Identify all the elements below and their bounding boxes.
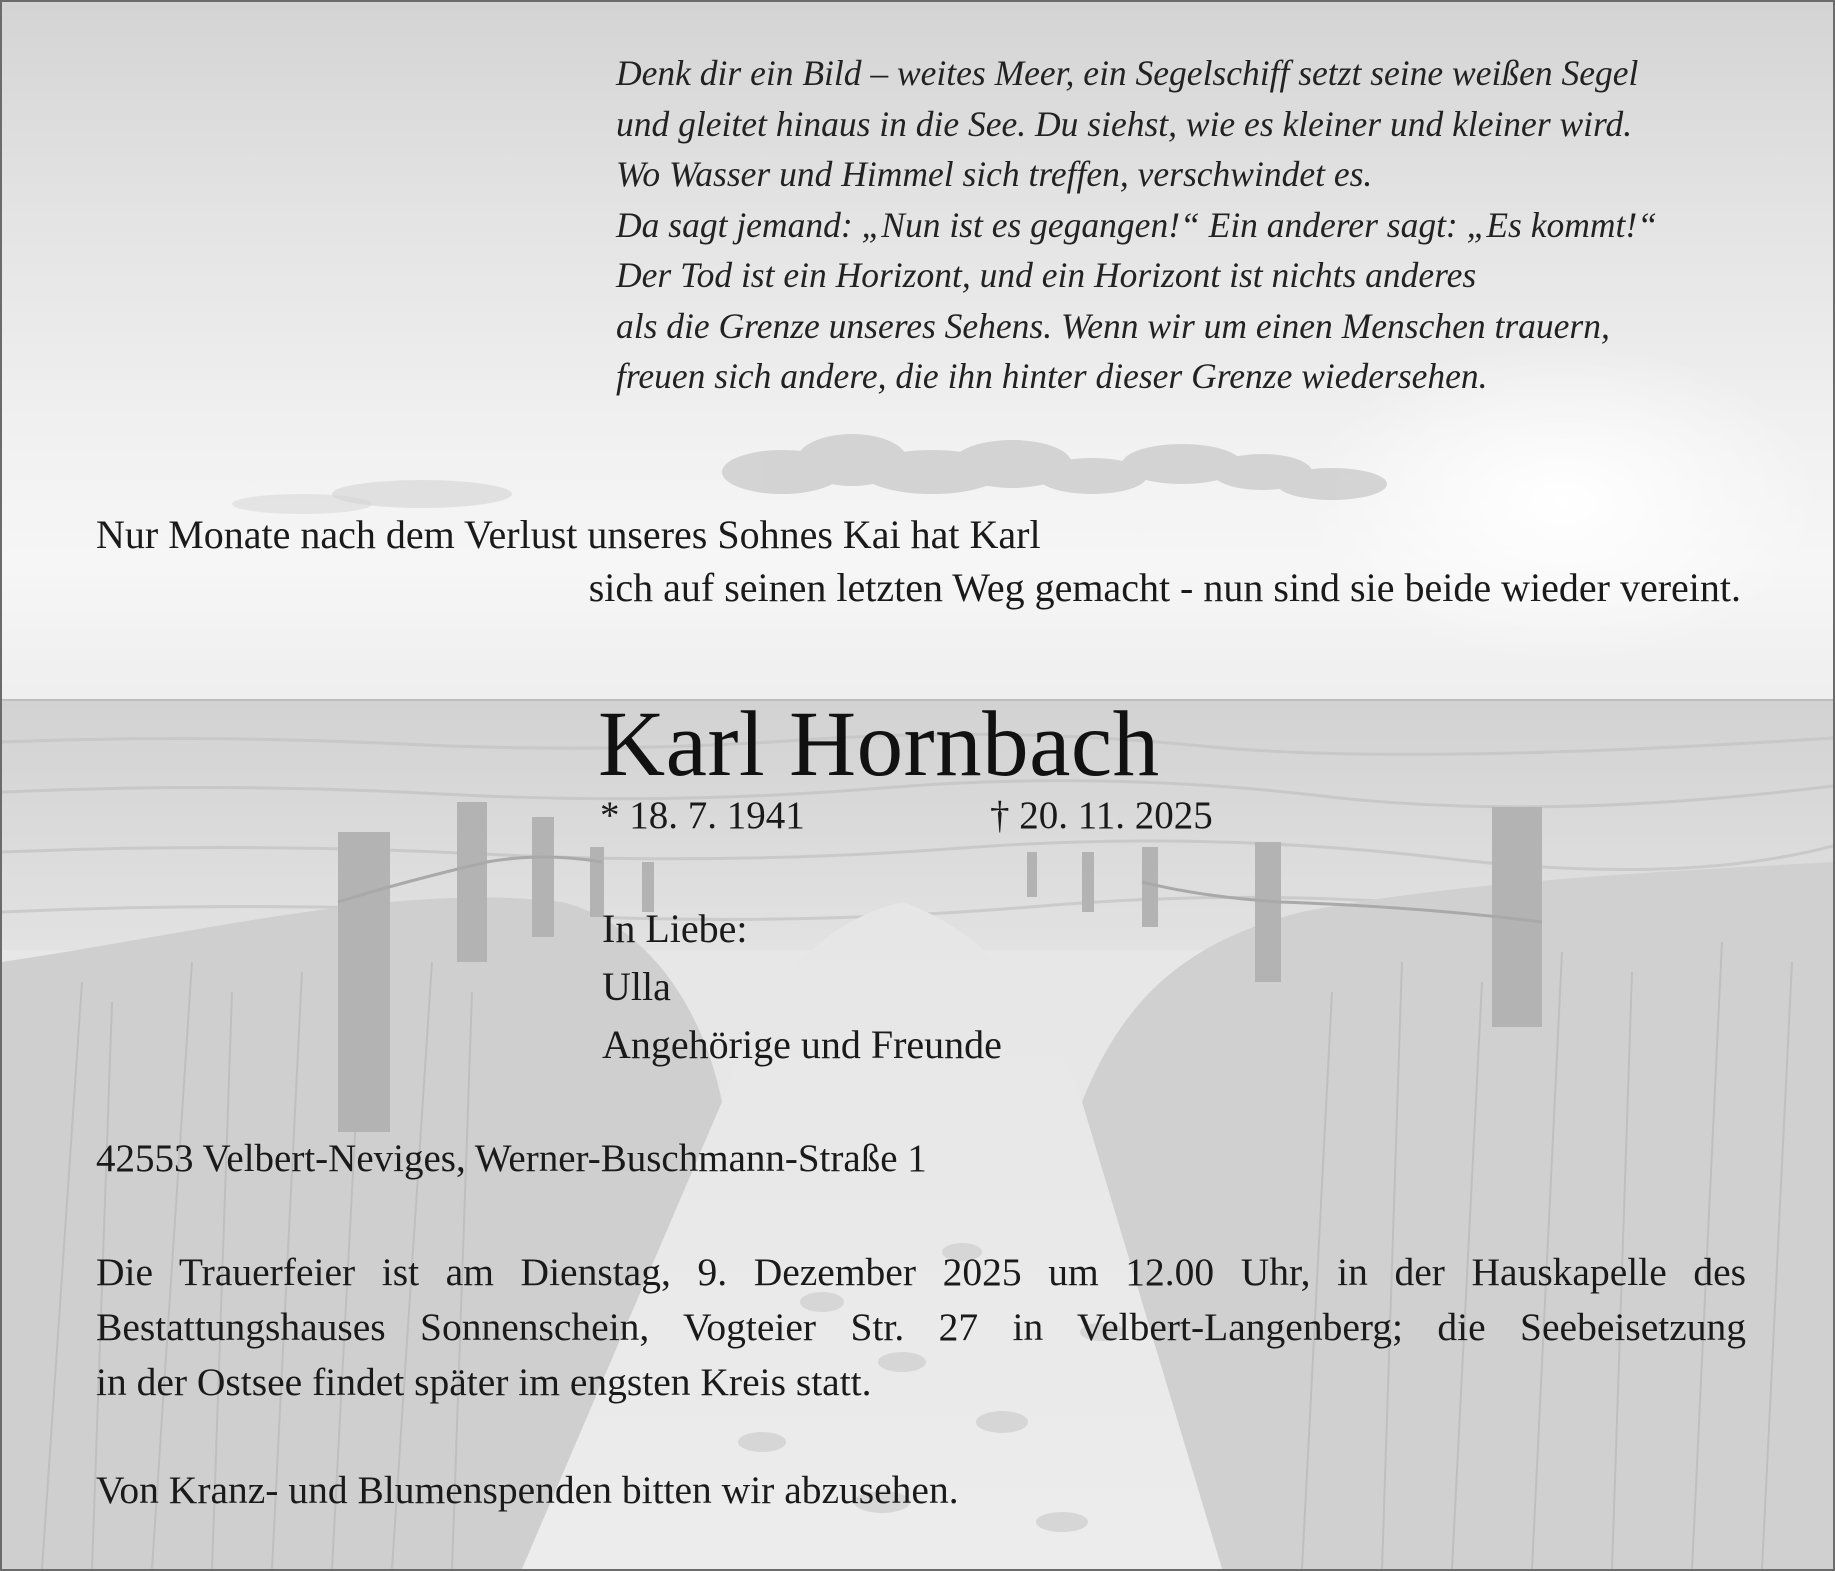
intro-line-1: Nur Monate nach dem Verlust unseres Sohnes Kai hat Karl	[96, 512, 1041, 557]
mourner-name: Angehörige und Freunde	[602, 1022, 1002, 1067]
intro-line-2: sich auf seinen letzten Weg gemacht - nun sind sie beide wieder vereint.	[588, 565, 1741, 610]
poem-line: Der Tod ist ein Horizont, und ein Horizont ist nichts anderes	[616, 255, 1477, 295]
poem-line: Da sagt jemand: „Nun ist es gegangen!“ Ein anderer sagt: „Es kommt!“	[616, 204, 1657, 245]
service-line: in der Ostsee findet später im engsten Kreis statt.	[96, 1360, 872, 1404]
mourners-label: In Liebe:	[602, 906, 748, 951]
mourner-name: Ulla	[602, 964, 671, 1009]
deceased-name: Karl Hornbach	[598, 693, 1160, 796]
birth-date: * 18. 7. 1941	[600, 794, 805, 837]
poem-line: und gleitet hinaus in die See. Du siehst, wie es kleiner und kleiner wird.	[616, 103, 1633, 144]
poem-line: Denk dir ein Bild – weites Meer, ein Segelschiff setzt seine weißen Segel	[616, 53, 1639, 93]
donation-note: Von Kranz- und Blumenspenden bitten wir abzusehen.	[96, 1468, 959, 1512]
death-date: † 20. 11. 2025	[990, 794, 1213, 837]
poem	[616, 48, 1746, 402]
service-line: Die Trauerfeier ist am Dienstag, 9. Dezember 2025 um 12.00 Uhr, in der Hauskapelle des	[96, 1250, 1746, 1294]
poem-line: als die Grenze unseres Sehens. Wenn wir um einen Menschen trauern,	[616, 305, 1610, 346]
clouds	[232, 434, 1387, 514]
service-line: Bestattungshauses Sonnenschein, Vogteier Str. 27 in Velbert-Langenberg; die Seebeisetzung	[96, 1305, 1746, 1349]
address: 42553 Velbert-Neviges, Werner-Buschmann-Straße 1	[96, 1137, 927, 1180]
poem-line: Wo Wasser und Himmel sich treffen, verschwindet es.	[616, 154, 1373, 194]
funeral-service-info	[96, 1245, 1746, 1410]
poem-line: freuen sich andere, die ihn hinter dieser Grenze wiedersehen.	[616, 356, 1488, 396]
